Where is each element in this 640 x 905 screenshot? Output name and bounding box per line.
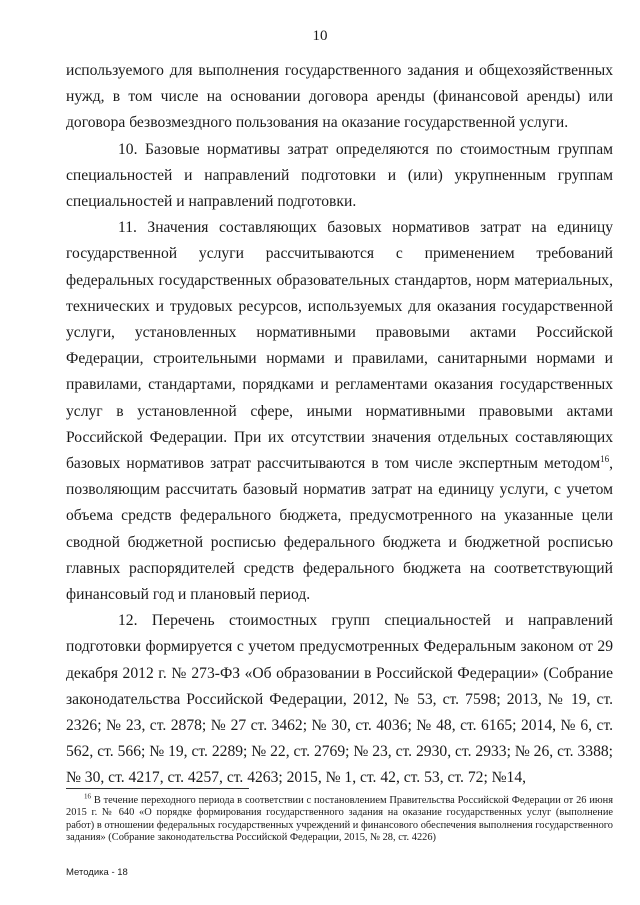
footnote-marker: 16	[84, 792, 91, 801]
paragraph-11-text-end: , позволяющим рассчитать базовый норматив затрат на единицу услуги, с учетом объема средств федерального бюджета, предусмотренного на указанные цели сводной бюджетной росписью федерального бюджета и бюджетной росписью главных распорядителей средств федерального бюджета на соответствующий финансовый год и плановый период.	[66, 455, 613, 604]
paragraph-continuation: используемого для выполнения государственного задания и общехозяйственных нужд, в том числе на основании договора аренды (финансовой аренды) или договора безвозмездного пользования на оказание государственной услуги.	[66, 62, 613, 132]
paragraph-10: 10. Базовые нормативы затрат определяются по стоимостным группам специальностей и направлений подготовки и (или) укрупненным группам специальностей и направлений подготовки.	[66, 140, 613, 211]
paragraph-12: 12. Перечень стоимостных групп специальностей и направлений подготовки формируется с учетом предусмотренных Федеральным законом от 29 декабря 2012 г. № 273-ФЗ «Об образовании в Российской Федерации» (Собрание законодательства Российской Федерации, 2012, № 53, ст. 7598; 2013, № 19, ст. 2326; № 23, ст. 2878; № 27 ст. 3462; № 30, ст. 4036; № 48, ст. 6165; 2014, № 6, ст. 562, ст. 566; № 19, ст. 2289; № 22, ст. 2769; № 23, ст. 2930, ст. 2933; № 26, ст. 3388; № 30, ст. 4217, ст. 4257, ст. 4263; 2015, № 1, ст. 42, ст. 53, ст. 72; №14,	[66, 612, 613, 787]
document-body	[66, 58, 613, 792]
paragraph-11-text-start: 11. Значения составляющих базовых нормативов затрат на единицу государственной услуги рассчитываются с применением требований федеральных государственных образовательных стандартов, норм материальных, технических и трудовых ресурсов, используемых для оказания государственной услуги, установленных нормативными правовыми актами Российской Федерации, строительными нормами и правилами, санитарными нормами и правилами, стандартами, порядками и регламентами оказания государственных услуг в установленной сфере, иными нормативными правовыми актами Российской Федерации. При их отсутствии значения отдельных составляющих базовых нормативов затрат рассчитываются в том числе экспертным методом	[66, 219, 613, 473]
paragraph-11	[66, 215, 613, 608]
footnote-text: В течение переходного периода в соответствии с постановлением Правительства Российской Федерации от 26 июня 2015 г. № 640 «О порядке формирования государственного задания на оказание государственных услуг (выполнение работ) в отношении федеральных государственных учреждений и финансового обеспечения выполнения государственного задания» (Собрание законодательства Российской Федерации, 2015, № 28, ст. 4226)	[66, 795, 613, 844]
footer-label: Методика - 18	[66, 867, 128, 878]
footnote-divider	[66, 788, 249, 789]
footnote-reference[interactable]: 16	[600, 453, 610, 464]
footnote	[66, 792, 613, 845]
page-number: 10	[312, 28, 328, 44]
